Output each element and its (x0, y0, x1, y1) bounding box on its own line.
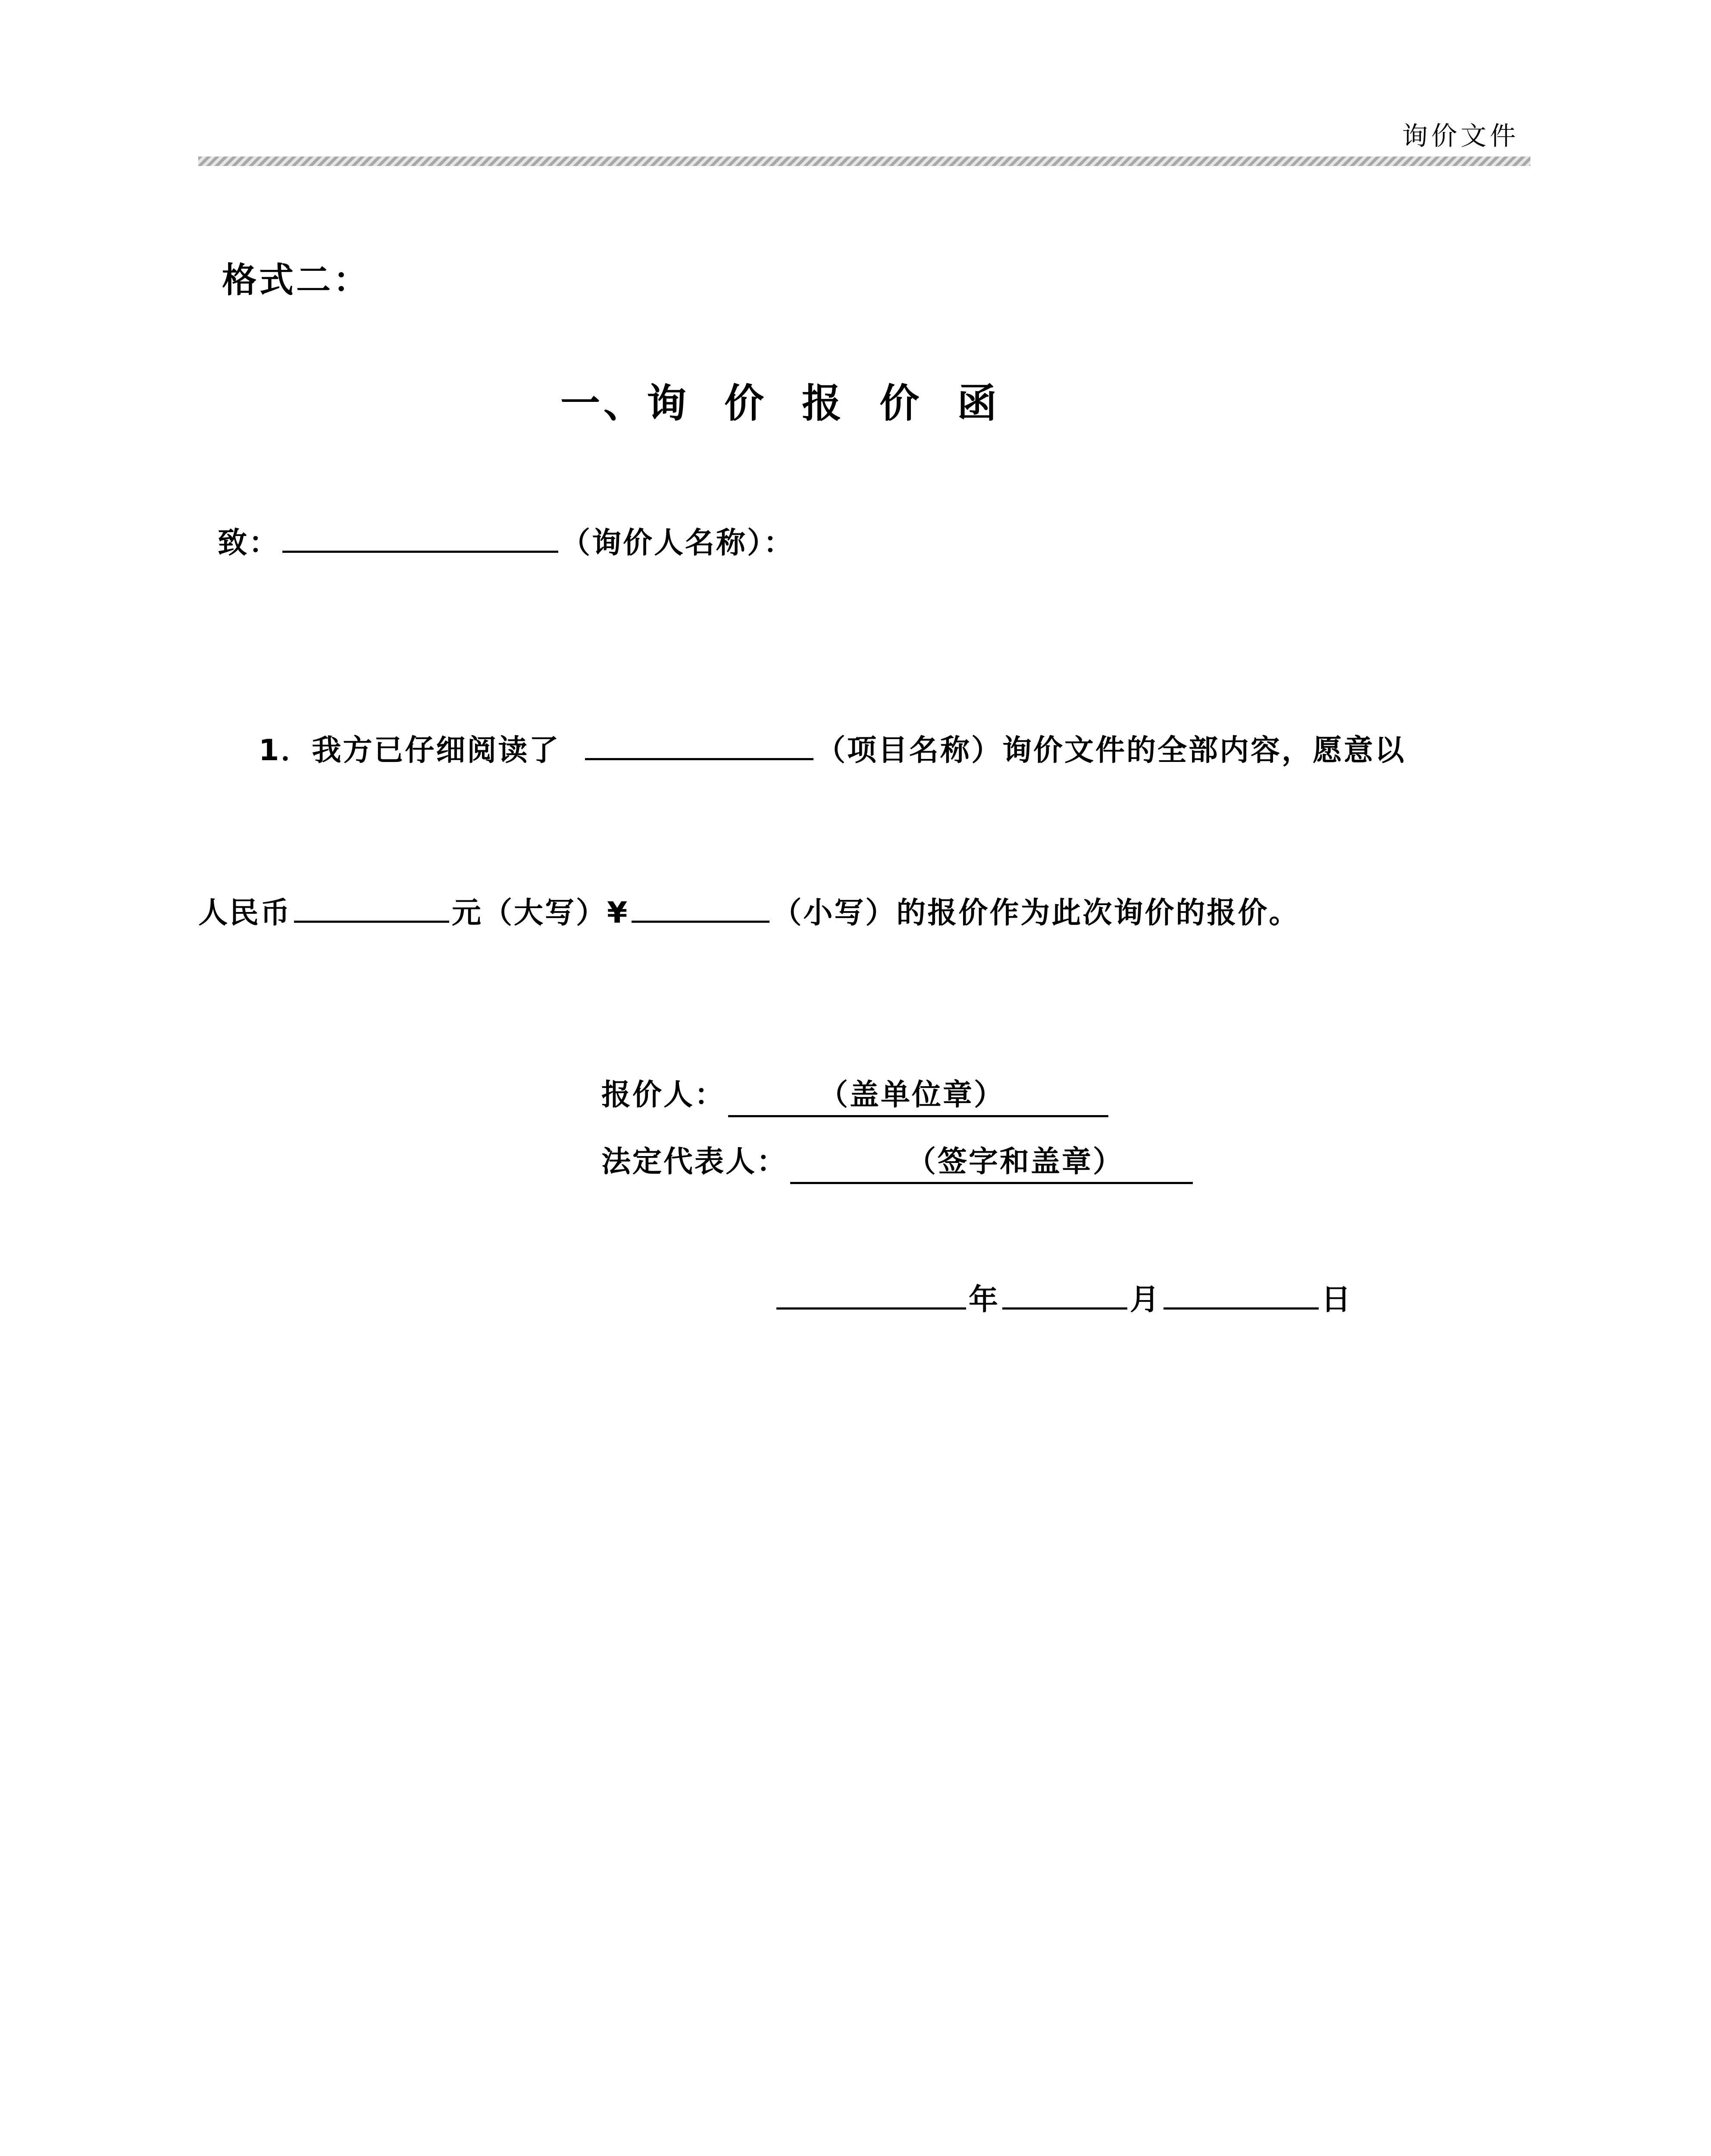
para1-text-before: 1．我方已仔细阅读了 (259, 733, 560, 768)
year-blank[interactable] (776, 1281, 966, 1310)
date-line (774, 1276, 1352, 1318)
para2-prefix: 人民币 (198, 896, 292, 930)
paragraph-1 (259, 727, 1406, 769)
day-label: 日 (1321, 1283, 1353, 1317)
legal-rep-line (601, 1138, 1195, 1184)
header-doc-type: 询价文件 (1402, 121, 1519, 151)
day-blank[interactable] (1164, 1281, 1319, 1310)
paragraph-2 (198, 890, 1300, 931)
addressee-prefix: 致： (218, 526, 280, 560)
quoter-seal-field[interactable]: （盖单位章） (728, 1072, 1108, 1117)
legal-rep-label: 法定代表人： (601, 1145, 788, 1179)
month-label: 月 (1130, 1283, 1161, 1317)
addressee-suffix: （询价人名称）： (561, 526, 795, 560)
year-label: 年 (969, 1283, 1000, 1317)
legal-rep-signature-field[interactable]: （签字和盖章） (790, 1138, 1193, 1184)
para2-mid: 元（大写）¥ (452, 896, 629, 930)
page-title: 一、询 价 报 价 函 (560, 380, 1001, 426)
quoter-label: 报价人： (601, 1078, 726, 1112)
header-divider (198, 157, 1530, 166)
project-name-blank[interactable] (585, 731, 813, 760)
quoter-line (601, 1072, 1111, 1117)
para2-suffix: （小写）的报价作为此次询价的报价。 (772, 896, 1300, 930)
format-label: 格式二： (222, 260, 370, 300)
month-blank[interactable] (1002, 1281, 1127, 1310)
para1-text-after: （项目名称）询价文件的全部内容，愿意以 (816, 733, 1406, 768)
amount-uppercase-blank[interactable] (294, 894, 449, 923)
addressee-line (218, 520, 795, 561)
addressee-blank[interactable] (282, 524, 558, 553)
amount-lowercase-blank[interactable] (632, 894, 769, 923)
